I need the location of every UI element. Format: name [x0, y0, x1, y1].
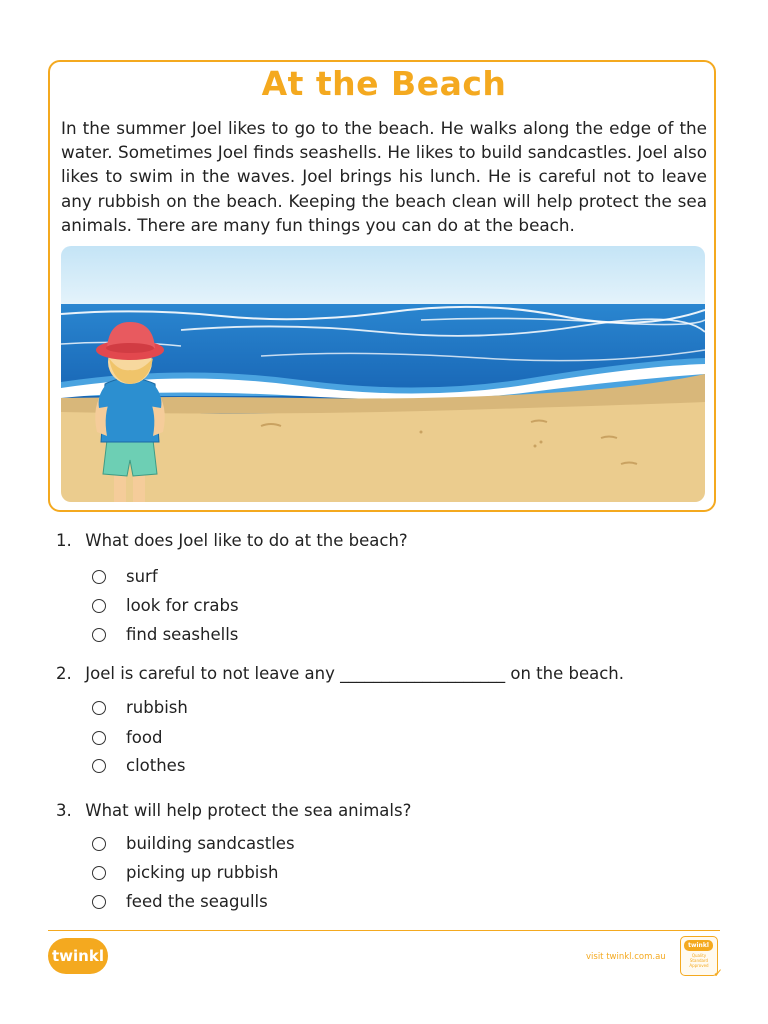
- option-label: feed the seagulls: [126, 892, 268, 911]
- radio-empty-icon[interactable]: [92, 599, 106, 613]
- radio-empty-icon[interactable]: [92, 866, 106, 880]
- option-clothes[interactable]: [92, 756, 185, 775]
- option-food[interactable]: [92, 728, 162, 747]
- option-label: food: [126, 728, 163, 747]
- option-label: look for crabs: [126, 596, 239, 615]
- quality-badge: [680, 936, 723, 980]
- question-2: [56, 664, 624, 683]
- option-label: find seashells: [126, 625, 239, 644]
- beach-scene-image: [61, 246, 705, 502]
- radio-empty-icon[interactable]: [92, 837, 106, 851]
- option-label: building sandcastles: [126, 834, 295, 853]
- option-label: surf: [126, 567, 158, 586]
- option-rubbish[interactable]: [92, 698, 188, 717]
- question-text: What does Joel like to do at the beach?: [85, 531, 408, 550]
- option-label: rubbish: [126, 698, 188, 717]
- option-look-for-crabs[interactable]: [92, 596, 239, 615]
- radio-empty-icon[interactable]: [92, 895, 106, 909]
- question-text: Joel is careful to not leave any ____________________ on the beach.: [85, 664, 625, 683]
- option-label: clothes: [126, 756, 186, 775]
- radio-empty-icon[interactable]: [92, 628, 106, 642]
- beach-illustration: [61, 246, 705, 502]
- question-number: 1.: [56, 531, 72, 550]
- question-3: [56, 801, 411, 820]
- radio-empty-icon[interactable]: [92, 731, 106, 745]
- question-text: What will help protect the sea animals?: [85, 801, 412, 820]
- page-title: At the Beach: [261, 64, 507, 103]
- website-link[interactable]: visit twinkl.com.au: [586, 952, 666, 962]
- check-icon: ✓: [712, 966, 723, 980]
- radio-empty-icon[interactable]: [92, 701, 106, 715]
- option-surf[interactable]: [92, 567, 158, 586]
- reading-passage: In the summer Joel likes to go to the beach. He walks along the edge of the water. Sometimes Joel finds seashells. He likes to build sandcastles. Joel also likes to swim in the waves. Joel brings his lunch. He is careful not to leave any rubbish on the beach. Keeping the beach clean will help protect the sea animals. There are many fun things you can do at the beach.: [61, 118, 707, 235]
- option-building-sandcastles[interactable]: [92, 834, 295, 853]
- twinkl-logo[interactable]: twinkl: [48, 938, 108, 974]
- question-number: 2.: [56, 664, 72, 683]
- footer-divider: [48, 930, 720, 931]
- option-feed-the-seagulls[interactable]: [92, 892, 268, 911]
- question-1: [56, 531, 408, 550]
- option-picking-up-rubbish[interactable]: [92, 863, 278, 882]
- badge-text: Quality Standard Approved: [689, 953, 709, 968]
- option-find-seashells[interactable]: [92, 625, 238, 644]
- radio-empty-icon[interactable]: [92, 759, 106, 773]
- badge-title: twinkl: [684, 940, 713, 951]
- option-label: picking up rubbish: [126, 863, 279, 882]
- question-number: 3.: [56, 801, 72, 820]
- radio-empty-icon[interactable]: [92, 570, 106, 584]
